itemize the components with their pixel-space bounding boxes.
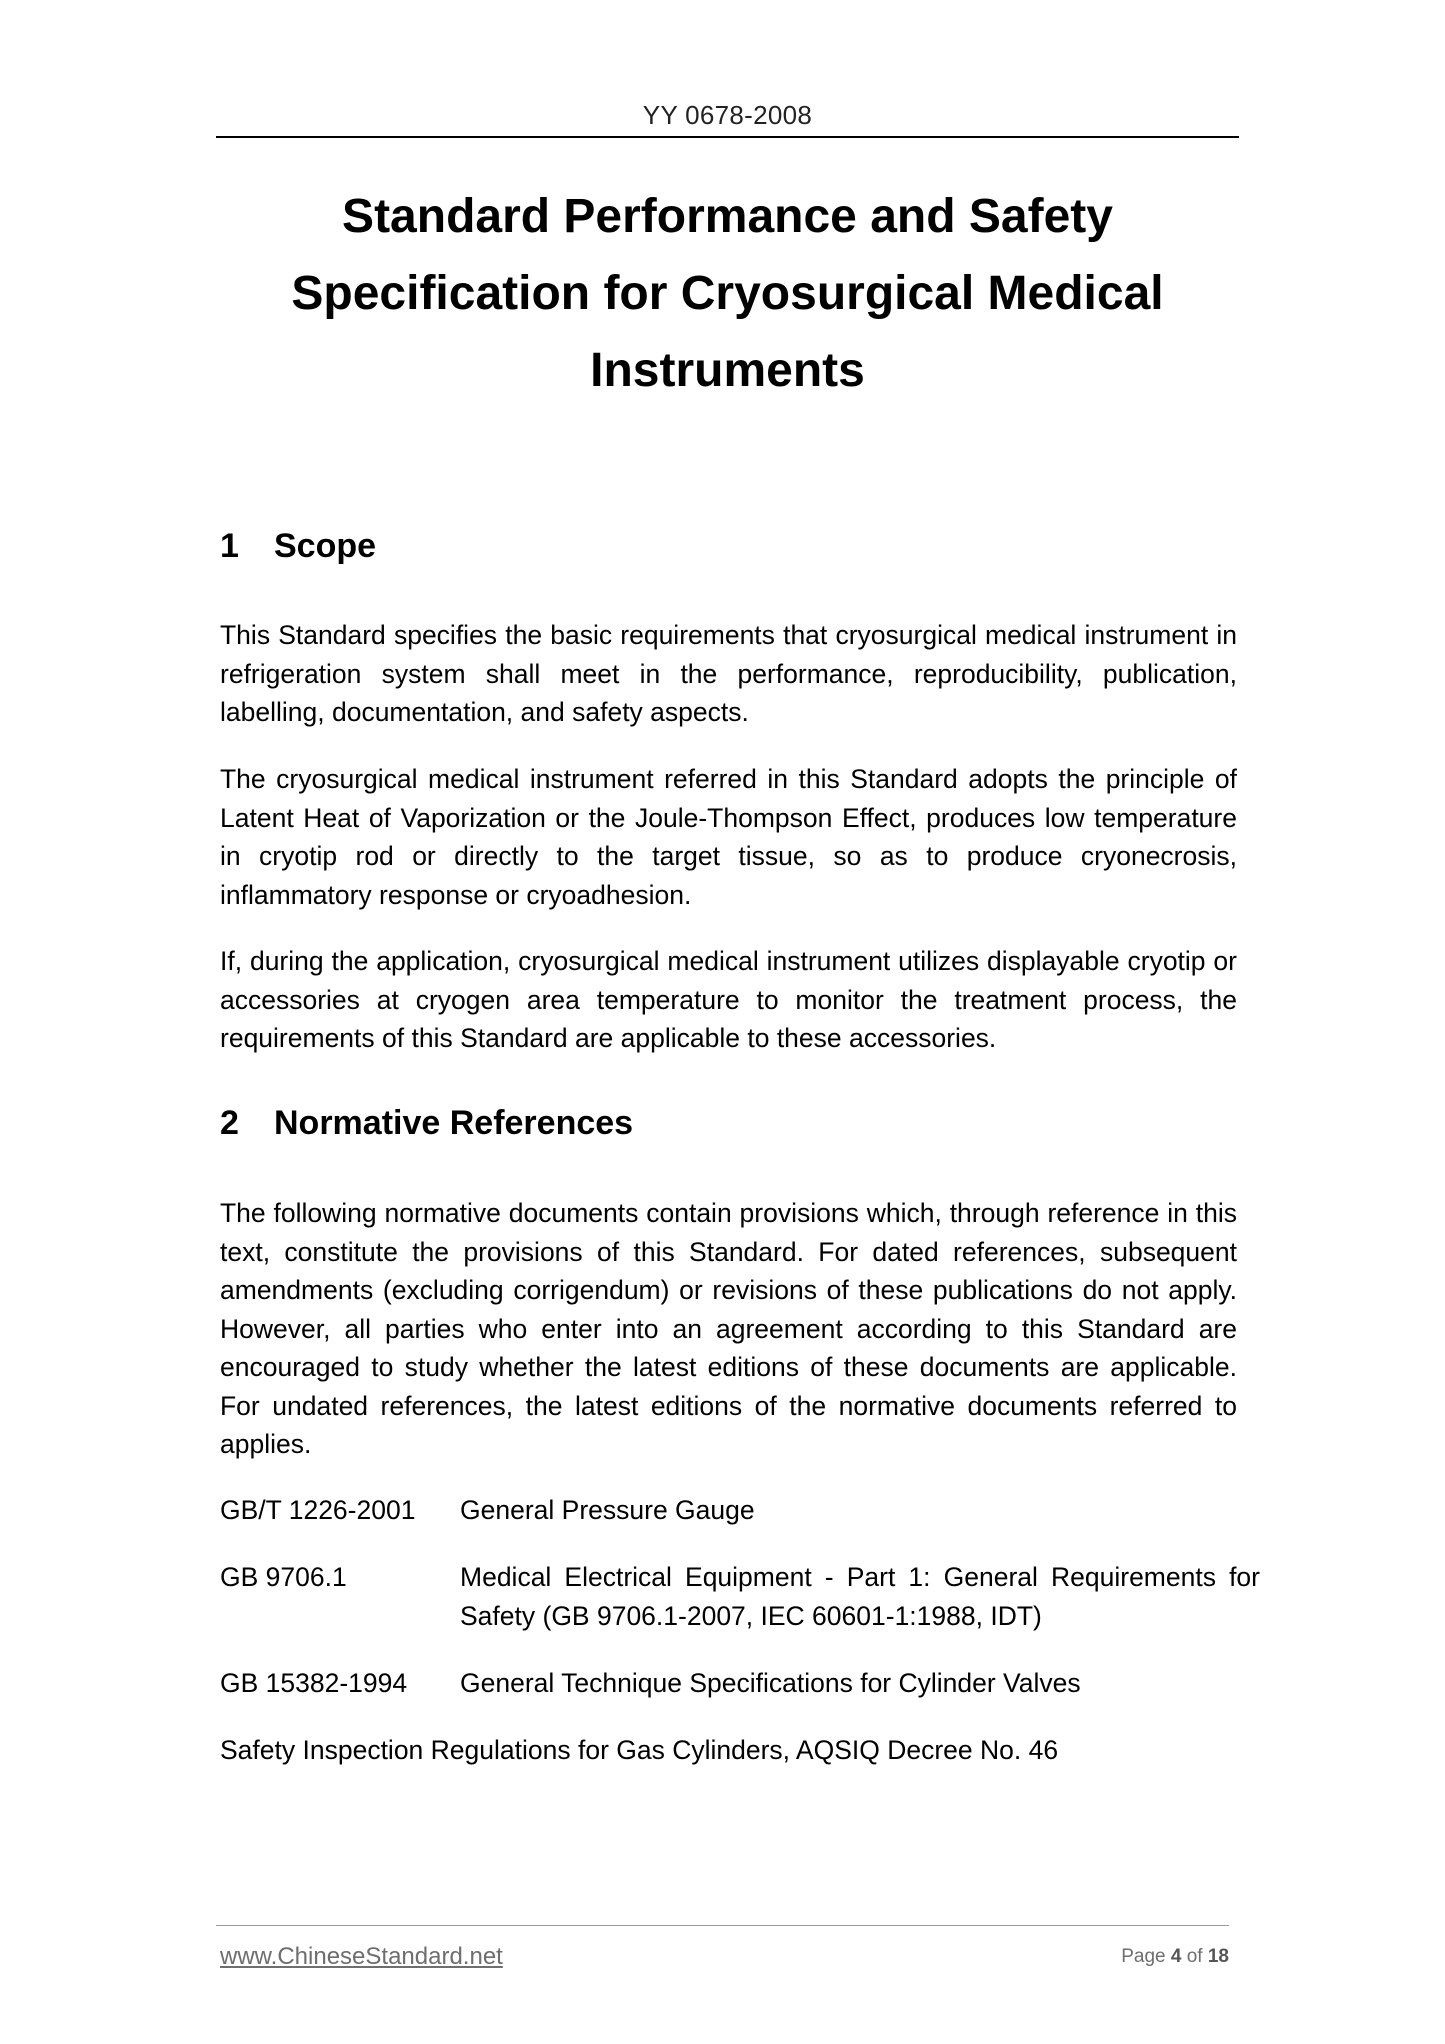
page-number bbox=[1121, 1946, 1229, 1968]
scope-paragraph-2: The cryosurgical medical instrument referred in this Standard adopts the principle of Latent Heat of Vaporization or the Joule-Thompson Effect, produces low temperature in cryotip rod or directly to the target tissue, so as to produce cryonecrosis, inflammatory response or cryoadhesion. bbox=[220, 764, 1237, 910]
reference-code: GB/T 1226-2001 bbox=[220, 1495, 416, 1525]
document-title bbox=[216, 178, 1239, 409]
reference-code: GB 15382-1994 bbox=[220, 1668, 408, 1698]
reference-code: GB 9706.1 bbox=[220, 1562, 347, 1592]
section-number: 2 bbox=[220, 1104, 239, 1142]
section-heading-normative-references bbox=[220, 1104, 633, 1143]
title-line-1: Standard Performance and Safety bbox=[342, 190, 1113, 243]
title-line-3: Instruments bbox=[590, 344, 865, 397]
section-title: Normative References bbox=[274, 1104, 634, 1142]
reference-title: General Pressure Gauge bbox=[460, 1495, 755, 1525]
scope-paragraph-3: If, during the application, cryosurgical medical instrument utilizes displayable cryotip or accessories at cryogen area temperature to monitor the treatment process, the requirements of this Standard are applicable to these accessories. bbox=[220, 946, 1237, 1053]
page-prefix: Page bbox=[1121, 1946, 1166, 1967]
document-code-header: YY 0678-2008 bbox=[642, 100, 813, 130]
header-divider bbox=[216, 136, 1239, 138]
reference-title: General Technique Specifications for Cylinder Valves bbox=[460, 1668, 1081, 1698]
page-of: of bbox=[1186, 1946, 1203, 1967]
website-link[interactable]: www.ChineseStandard.net bbox=[220, 1943, 503, 1970]
section-number: 1 bbox=[220, 527, 239, 565]
page-current: 4 bbox=[1170, 1946, 1182, 1967]
footer-divider bbox=[216, 1925, 1229, 1926]
reference-title: Medical Electrical Equipment - Part 1: General Requirements for Safety (GB 9706.1-2007, IEC 60601-1:1988, IDT) bbox=[460, 1562, 1260, 1631]
reference-regulation: Safety Inspection Regulations for Gas Cylinders, AQSIQ Decree No. 46 bbox=[220, 1735, 1059, 1765]
scope-paragraph-1: This Standard specifies the basic requirements that cryosurgical medical instrument in refrigeration system shall meet in the performance, reproducibility, publication, labelling, documentation, and safety aspects. bbox=[220, 620, 1237, 727]
title-line-2: Specification for Cryosurgical Medical bbox=[291, 267, 1164, 320]
page-total: 18 bbox=[1207, 1946, 1229, 1967]
references-intro-paragraph: The following normative documents contain provisions which, through reference in this text, constitute the provisions of this Standard. For dated references, subsequent amendments (excluding corrigendum) or revisions of these publications do not apply. However, all parties who enter into an agreement according to this Standard are encouraged to study whether the latest editions of these documents are applicable. For undated references, the latest editions of the normative documents referred to applies. bbox=[220, 1198, 1237, 1459]
section-title: Scope bbox=[274, 527, 377, 565]
section-heading-scope bbox=[220, 527, 376, 566]
